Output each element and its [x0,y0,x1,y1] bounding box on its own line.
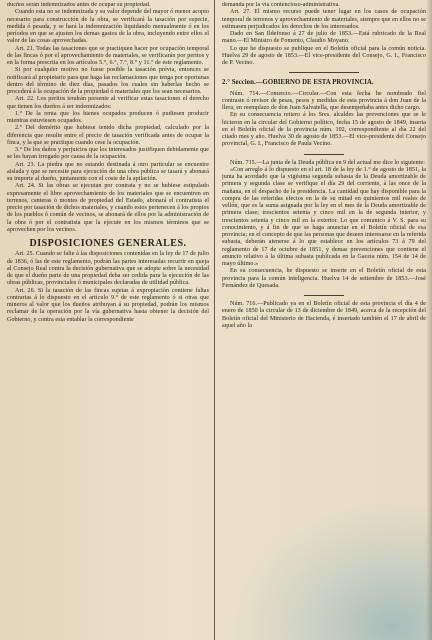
paragraph: ducños serán indemnizados antes de ocupar su propiedad. [7,2,151,8]
separator-rule [304,295,344,296]
paragraph: «Con arreglo á lo dispuesto en el art. 18 de la ley de 1.° de agosto de 1851, la junta ha acordado que la vigésima segunda subasta de la Deuda amortizable de primera y segunda clase se verifique el día 29 del corriente, á las once de la mañana, en el despacho de la presidencia. La cantidad que hay disponible para la compra de las referidas efectos en la de su mitad en quinientos mil reales de vellón, que es la suma asignada por la ley en el mes de la Deuda amortizable de primera clase; trescientos setenta y cinco mil en la de segunda interior, y trescientos setenta y cinco mil en la exterior. Lo que comunico á V. S. para su conocimiento, y á fin de que se haga anunciar en el Boletín oficial de esa provincia; en el concepto de que las personas que deseen interesarse en la referida subasta, deberán atenerse á lo que establece en los artículos 73 á 79 del reglamento de 17 de octubre de 1851, y demas prevenciones que contiene el anuncio relativo á la última subasta publicada en la Gaceta núm. 154 de 14 de mayo último.» [222,166,426,267]
left-column [7,2,209,638]
section-title-gobierno-provincia: 2.° Seccion.—GOBIERNO DE ESTA PROVINCIA. [222,79,374,87]
paragraph: demanda por la vía contencioso-administrativa. [222,2,340,8]
article-24: Art. 24. Si las obras se ejecutan por contrata y no se hubiese estipulado expresamente el libre aprovechamiento de los materiales que se encuentren en terrenos, canteras ó montes de propiedad del Estado, abonará el contratista el precio por tasación de dichos materiales, y cuando estos pertenecen á los propios de los pueblos ó común de vecinos, se abonará de ellos por la administración de la obra ó por el contratista que la ejecute en los mismos términos que se aprovechen por los vecinos. [7,183,209,233]
notice-716: Núm. 716.—Publicado ya en el Boletín oficial de esta provincia el día 4 de enero de 1850 la circular de 13 de diciembre de 1849, acerca de la recepción del Boletín oficial del Ministerio de Hacienda, é insertado también el 17 de abril de aquel año la [222,301,426,329]
right-column [222,2,426,638]
notice-715: Núm. 715.—La junta de la Deuda pública en 9 del actual me dice lo siguiente: [230,159,426,166]
section-title-disposiciones-generales: DISPOSICIONES GENERALES. [29,238,187,249]
article-22: Art. 22. Los peritos tendrán presente al verificar estas tasaciones el derecho que tienen los dueños á ser indemnizados: [7,96,209,110]
separator-rule [289,72,359,73]
list-item: 1.° De la renta que los bienes ocupados producen ó pudiesen producir mientras estuviesen ocupados. [7,110,209,124]
separator-rule [304,154,344,155]
article-21: Art. 21. Todas las tasaciones que se practiquen hacer por ocupación temporal de las fincas ó por el aprovechamiento de materiales, se verificarán por peritos y en la forma prescrita en los artículos 5.°, 6.°, 7.°, 8.° y 11.° de este reglamento. [7,45,209,66]
article-26: Art. 26. Si la tasación de las fincas sujetas á expropiación contiene faltas contrarias á lo dispuesto en el artículo 9.° de este reglamento ó si otras que mineros al valor que los dueños atribuyan á su propiedad, podrán los mismos reclamar de la operación por la vía gubernativa hasta obtener la decisión del Gobierno, y contra esta entablar la correspondiente [7,287,209,323]
paragraph: Cuando esta no se indemnizada y su valor depende del mayor ó menor acopio necesario para construcción de la obra, se verificará la tasación por especie, medida ó pesada, y se hará la indemnización liquidando menualmente ó en los períodos en que se ajusten los demas gastos de la obra, incluyendo entre ellos el valor de las cosas aprovechadas. [7,9,209,45]
paragraph: En su consecuencia, he dispuesto se inserte en el Boletín oficial de esta provincia para la común inteligencia. Huelva 14 de setiembre de 1853.—José Fernández de Quesada. [222,268,426,289]
list-item: 2.° Del demérito que hubiese tenido dicha propiedad, calculado por la diferencia que resulte entre el precio de tasación verificada antes de ocupar la finca, y la que se practique cuando cese la ocupación. [7,125,209,146]
article-27: Art. 27. El mismo recurso puede tener lugar en los casos de ocupación temporal de terrenos y aprovechamiento de materiales, siempre que en ellos no se estimasen perjudicados los derechos de los interesados. [222,9,426,30]
article-25: Art. 25. Cuando se falte á las disposiciones contenidas en la ley de 17 de julio de 1836, ó las de este reglamento, podrán las partes interesadas recurrir en queja al Consejo Real contra la decisión gubernativa que se adopte sobre la necesidad de que el dueño parte de una propiedad deba ser cedida para la ejecución de las obras públicas, provinciales ó municipales declaradas de utilidad pública. [7,251,209,287]
paragraph: En su consecuencia reitero á los Sres. alcaldes las prevenciones que se le hicieron en la circular del Gobierno político, fecha 15 de agosto de 1849, inserta en el Boletín oficial de la provincia núm. 102, correspondiente al día 22 del citado mes y año. Huelva 30 de agosto de 1853.—El vice-presidente del Consejo provincial, G. I., Francisco de Paula Vecino. [222,112,426,148]
article-23: Art. 23. La piedra que no estando destinada á otro particular se encuentre aislada y que se necesite para ejecución de una obra pública se tasará y abonará su importe al dueño, juntamente con el coste de la apilación. [7,161,209,182]
paragraph: Si por cualquier motivo no fuese posible la tasación prévia, entonces se notificará al propietario para que haga las reclamaciones que tenga por oportunas dentro del término de diez días, pasados los cuales sin haberlas hecho se procederá á la ocupación de la propiedad ó materiales que los sean necesarios. [7,67,209,95]
list-item: 3.° De los daños y perjuicios que los interesados justifiquen debidamente que se les hayan irrogado por causa de la ocupación. [7,147,209,161]
column-divider [214,0,215,640]
notice-714: Núm. 714.—Comercio.—Circular.—Con esta fecha he nombrado fiel contraste ó revisor de pesas, pesos y medidas de esta provincia á don Juan de la llera, en reemplazo de don Juan Salvatella, que desempeñaba antes dicho cargo. [222,90,426,111]
publication-notice: Lo que he dispuesto se publique en el Boletín oficial para la común noticia. Huelva 29 de agosto de 1853.—El vice-presidente del Consejo, G. I., Francisco de P. Vecino. [222,45,426,66]
page-edge-shadow [426,0,432,640]
decree-signature: Dado en San Ildefonso á 27 de julio de 1853.—Está rubricado de la Real mano.—El Ministro de Fomento, Claudio Moyano. [222,31,426,45]
